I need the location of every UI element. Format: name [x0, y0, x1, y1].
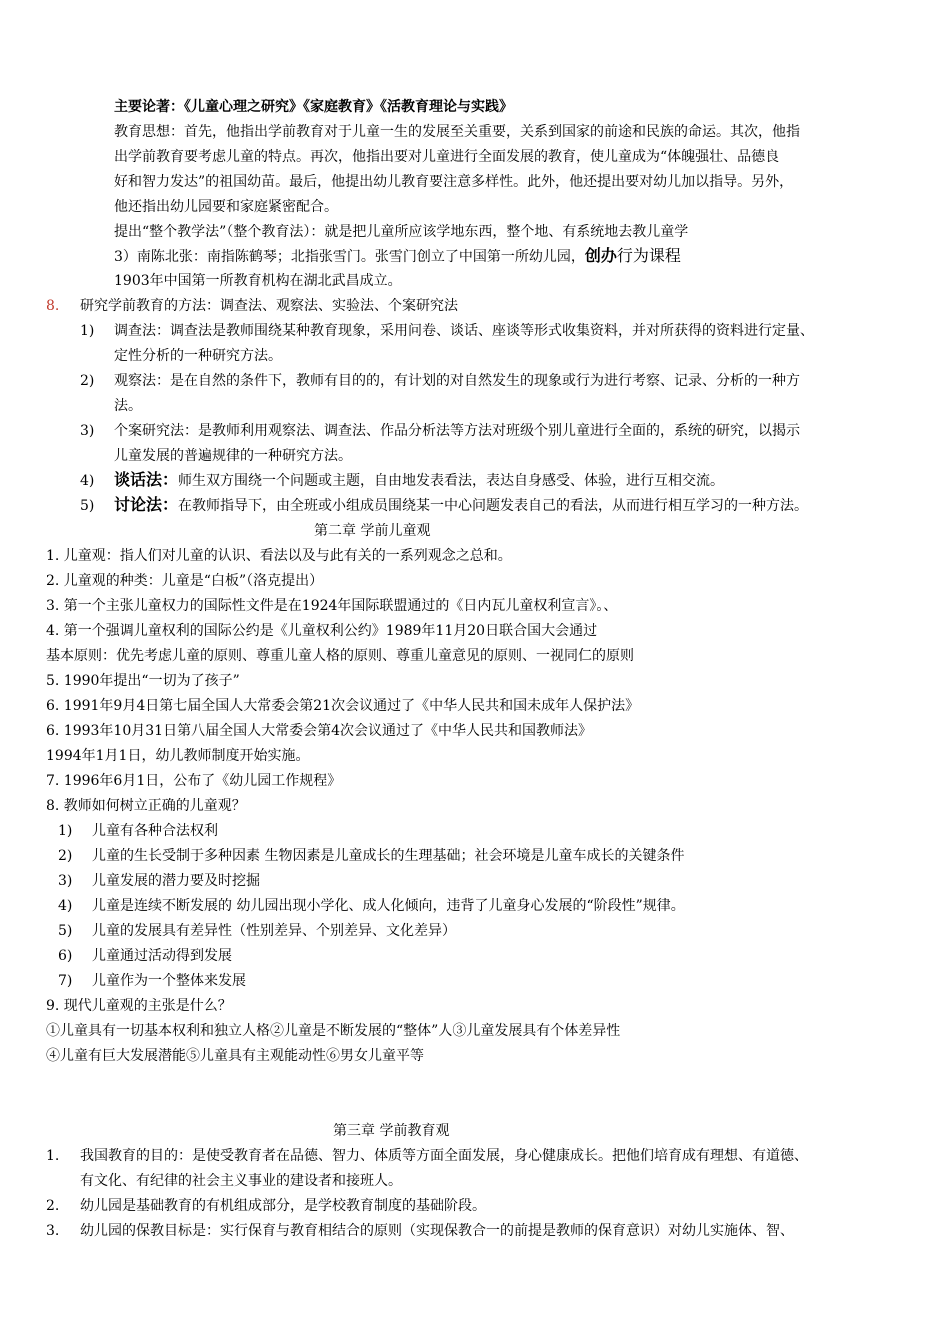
method-2-line-1: 观察法：是在自然的条件下，教师有目的的，有计划的对自然发生的现象或行为进行考察、记录、分析的一种方	[114, 373, 800, 389]
ch2-line-7: 6. 1991年9月4日第七届全国人大常委会第21次会议通过了《中华人民共和国未成年人保护法》	[46, 698, 640, 714]
thought-line-4: 他还指出幼儿园要和家庭紧密配合。	[114, 199, 338, 215]
q8-item-3-number: 3)	[58, 873, 73, 889]
method-3-line-1: 个案研究法：是教师利用观察法、调查法、作品分析法等方法对班级个别儿童进行全面的，系统的研究，以揭示	[114, 423, 800, 439]
q8-item-7-text: 儿童作为一个整体来发展	[92, 973, 246, 989]
q8-item-4-text: 儿童是连续不断发展的 幼儿园出现小学化、成人化倾向，违背了儿童身心发展的“阶段性”规律。	[92, 898, 685, 914]
q8-item-5-number: 5)	[58, 923, 73, 939]
ch2-line-11: 8. 教师如何树立正确的儿童观？	[46, 798, 246, 814]
nan-chen-suffix: 行为课程	[616, 246, 681, 265]
method-4-number: 4)	[80, 473, 95, 489]
ch2-line-2: 2. 儿童观的种类：儿童是“白板”（洛克提出）	[46, 573, 324, 589]
method-5-text: 在教师指导下，由全班或小组成员围绕某一中心问题发表自己的看法，从而进行相互学习的一种方法。	[178, 498, 809, 514]
nan-chen-text: 3）南陈北张：南指陈鹤琴；北指张雪门。张雪门创立了中国第一所幼儿园，	[114, 249, 585, 265]
method-5-line	[114, 496, 808, 515]
ch3-item-1-line-2: 有文化、有纪律的社会主义事业的建设者和接班人。	[80, 1173, 402, 1189]
method-4-line	[114, 471, 724, 490]
method-2-number: 2)	[80, 373, 95, 389]
ch3-item-2-line-1: 幼儿园是基础教育的有机组成部分，是学校教育制度的基础阶段。	[80, 1198, 486, 1214]
q9-title: 9. 现代儿童观的主张是什么？	[46, 998, 232, 1014]
method-3-line-2: 儿童发展的普遍规律的一种研究方法。	[114, 448, 352, 464]
q8-item-6-number: 6)	[58, 948, 73, 964]
ch2-line-1: 1. 儿童观：指人们对儿童的认识、看法以及与此有关的一系列观念之总和。	[46, 548, 512, 564]
method-4-label: 谈话法：	[114, 470, 179, 489]
q8-item-2-number: 2)	[58, 848, 73, 864]
q8-item-7-number: 7)	[58, 973, 73, 989]
ch3-item-3-line-1: 幼儿园的保教目标是：实行保育与教育相结合的原则（实现保教合一的前提是教师的保育意识）对幼儿实施体、智、	[80, 1223, 794, 1239]
ch3-item-1-number: 1.	[46, 1148, 60, 1164]
ch2-line-9: 1994年1月1日，幼儿教师制度开始实施。	[46, 748, 310, 764]
whole-teaching-line: 提出“整个教学法”（整个教育法）：就是把儿童所应该学地东西，整个地、有系统地去教儿童学	[114, 224, 689, 240]
nan-chen-bei-zhang-line	[114, 247, 681, 266]
q8-item-4-number: 4)	[58, 898, 73, 914]
chapter-3-title: 第三章 学前教育观	[333, 1123, 450, 1139]
q8-item-5-text: 儿童的发展具有差异性（性别差异、个别差异、文化差异）	[92, 923, 456, 939]
q9-line-1: ①儿童具有一切基本权利和独立人格②儿童是不断发展的“整体”人③儿童发展具有个体差异性	[46, 1023, 621, 1039]
method-3-number: 3)	[80, 423, 95, 439]
thought-line-3: 好和智力发达”的祖国幼苗。最后，他提出幼儿教育要注意多样性。此外，他还提出要对幼儿加以指导。另外，	[114, 174, 794, 190]
q8-item-6-text: 儿童通过活动得到发展	[92, 948, 232, 964]
q8-item-1-number: 1)	[58, 823, 73, 839]
method-1-line-1: 调查法：调查法是教师围绕某种教育现象，采用问卷、谈话、座谈等形式收集资料，并对所获得的资料进行定量、	[114, 323, 814, 339]
main-works-line: 主要论著：《儿童心理之研究》《家庭教育》《活教育理论与实践》	[114, 99, 513, 115]
thought-line-1: 教育思想：首先，他指出学前教育对于儿童一生的发展至关重要，关系到国家的前途和民族的命运。其次，他指	[114, 124, 800, 140]
method-4-text: 师生双方围绕一个问题或主题，自由地发表看法，表达自身感受、体验，进行互相交流。	[178, 473, 725, 489]
section-8-number: 8.	[46, 298, 60, 314]
section-8-title: 研究学前教育的方法：调查法、观察法、实验法、个案研究法	[80, 298, 458, 314]
ch2-line-3: 3. 第一个主张儿童权力的国际性文件是在1924年国际联盟通过的《日内瓦儿童权利宣言》。、	[46, 598, 618, 614]
ch2-line-10: 7. 1996年6月1日，公布了《幼儿园工作规程》	[46, 773, 342, 789]
q9-line-2: ④儿童有巨大发展潜能⑤儿童具有主观能动性⑥男女儿童平等	[46, 1048, 424, 1064]
ch2-line-8: 6. 1993年10月31日第八届全国人大常委会第4次会议通过了《中华人民共和国教师法》	[46, 723, 592, 739]
ch2-line-5: 基本原则：优先考虑儿童的原则、尊重儿童人格的原则、尊重儿童意见的原则、一视同仁的原则	[46, 648, 634, 664]
year-1903-line: 1903年中国第一所教育机构在湖北武昌成立。	[114, 273, 402, 289]
nan-chen-bold: 创办	[584, 246, 617, 265]
ch2-line-4: 4. 第一个强调儿童权利的国际公约是《儿童权利公约》1989年11月20日联合国大会通过	[46, 623, 598, 639]
method-5-label: 讨论法：	[114, 495, 179, 514]
method-2-line-2: 法。	[114, 398, 142, 414]
thought-line-2: 出学前教育要考虑儿童的特点。再次，他指出要对儿童进行全面发展的教育，使儿童成为“体魄强壮、品德良	[114, 149, 780, 165]
ch2-line-6: 5. 1990年提出“一切为了孩子”	[46, 673, 240, 689]
q8-item-3-text: 儿童发展的潜力要及时挖掘	[92, 873, 260, 889]
chapter-2-title: 第二章 学前儿童观	[314, 523, 431, 539]
ch3-item-3-number: 3.	[46, 1223, 60, 1239]
q8-item-2-text: 儿童的生长受制于多种因素 生物因素是儿童成长的生理基础；社会环境是儿童车成长的关键条件	[92, 848, 685, 864]
q8-item-1-text: 儿童有各种合法权利	[92, 823, 218, 839]
method-1-line-2: 定性分析的一种研究方法。	[114, 348, 282, 364]
ch3-item-2-number: 2.	[46, 1198, 60, 1214]
ch3-item-1-line-1: 我国教育的目的：是使受教育者在品德、智力、体质等方面全面发展，身心健康成长。把他们培育成有理想、有道德、	[80, 1148, 808, 1164]
method-5-number: 5)	[80, 498, 95, 514]
method-1-number: 1)	[80, 323, 95, 339]
